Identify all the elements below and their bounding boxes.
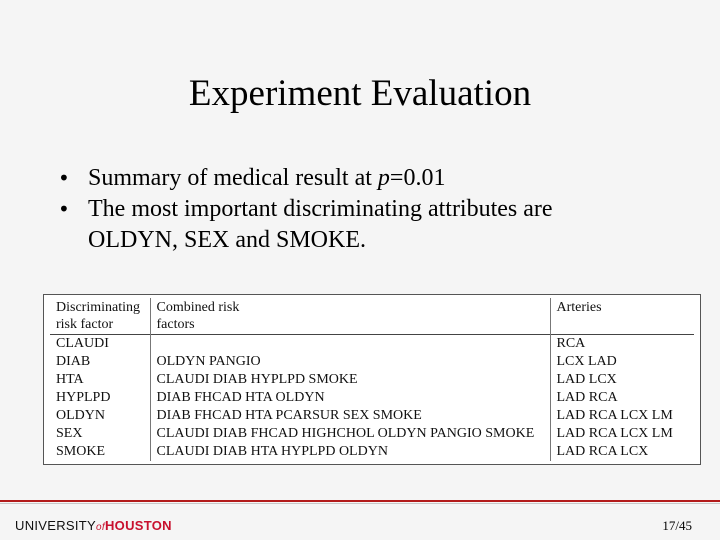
cell-arteries: LAD RCA LCX: [550, 443, 694, 461]
cell-risk-factor: DIAB: [56, 354, 91, 369]
bullet-dot-icon: •: [58, 197, 70, 221]
table-row: [50, 443, 694, 461]
table-row: [50, 371, 694, 389]
table-row: [50, 335, 694, 354]
table-row: [50, 389, 694, 407]
bullet-item: [58, 163, 698, 194]
cell-combined-factors: [150, 335, 550, 354]
bullet-list: [58, 163, 698, 256]
cell-arteries: LAD RCA LCX LM: [550, 407, 694, 425]
cell-arteries: LAD RCA LCX LM: [550, 425, 694, 443]
cell-arteries: LCX LAD: [550, 353, 694, 371]
bullet-item: [58, 194, 698, 256]
cell-combined-factors: CLAUDI DIAB FHCAD HIGHCHOL OLDYN PANGIO SMOKE: [150, 425, 550, 443]
header-combined-risk-factors: Combined risk factors: [150, 298, 550, 335]
logo-of-text: of: [96, 522, 105, 533]
bullet-dot-icon: •: [58, 166, 70, 190]
cell-arteries: RCA: [550, 335, 694, 354]
cell-risk-factor: HYPLPD: [56, 390, 111, 405]
cell-arteries: LAD LCX: [550, 371, 694, 389]
table-row: [50, 407, 694, 425]
results-table-image: [43, 294, 701, 465]
page-number: 17/45: [662, 518, 692, 533]
cell-risk-factor: OLDYN: [56, 408, 105, 423]
cell-combined-factors: DIAB FHCAD HTA PCARSUR SEX SMOKE: [150, 407, 550, 425]
university-logo: [15, 518, 172, 533]
cell-risk-factor: SMOKE: [56, 444, 106, 459]
slide-title: Experiment Evaluation: [188, 73, 532, 114]
header-discriminating-risk-factor: Discriminating risk factor: [56, 300, 140, 332]
bullet-text-continued: OLDYN, SEX and SMOKE.: [88, 227, 366, 253]
cell-arteries: LAD RCA: [550, 389, 694, 407]
bullet-italic-text: p: [377, 165, 390, 191]
table-header-row: [50, 298, 694, 335]
table-body: [50, 335, 694, 462]
logo-university-text: UNIVERSITY: [15, 518, 97, 533]
cell-risk-factor: HTA: [56, 372, 84, 387]
header-arteries: Arteries: [550, 298, 694, 335]
logo-houston-text: HOUSTON: [104, 518, 172, 533]
cell-risk-factor: CLAUDI: [56, 336, 109, 351]
cell-combined-factors: OLDYN PANGIO: [150, 353, 550, 371]
bullet-text: The most important discriminating attributes are: [88, 196, 553, 222]
bullet-text: Summary of medical result at: [88, 165, 378, 191]
cell-risk-factor: SEX: [56, 426, 83, 441]
cell-combined-factors: CLAUDI DIAB HYPLPD SMOKE: [150, 371, 550, 389]
footer-divider-secondary: [0, 503, 720, 504]
table-row: [50, 425, 694, 443]
table-row: [50, 353, 694, 371]
cell-combined-factors: DIAB FHCAD HTA OLDYN: [150, 389, 550, 407]
results-table: [50, 298, 694, 461]
cell-combined-factors: CLAUDI DIAB HTA HYPLPD OLDYN: [150, 443, 550, 461]
bullet-text-end: =0.01: [389, 165, 446, 191]
footer-divider: [0, 500, 720, 502]
